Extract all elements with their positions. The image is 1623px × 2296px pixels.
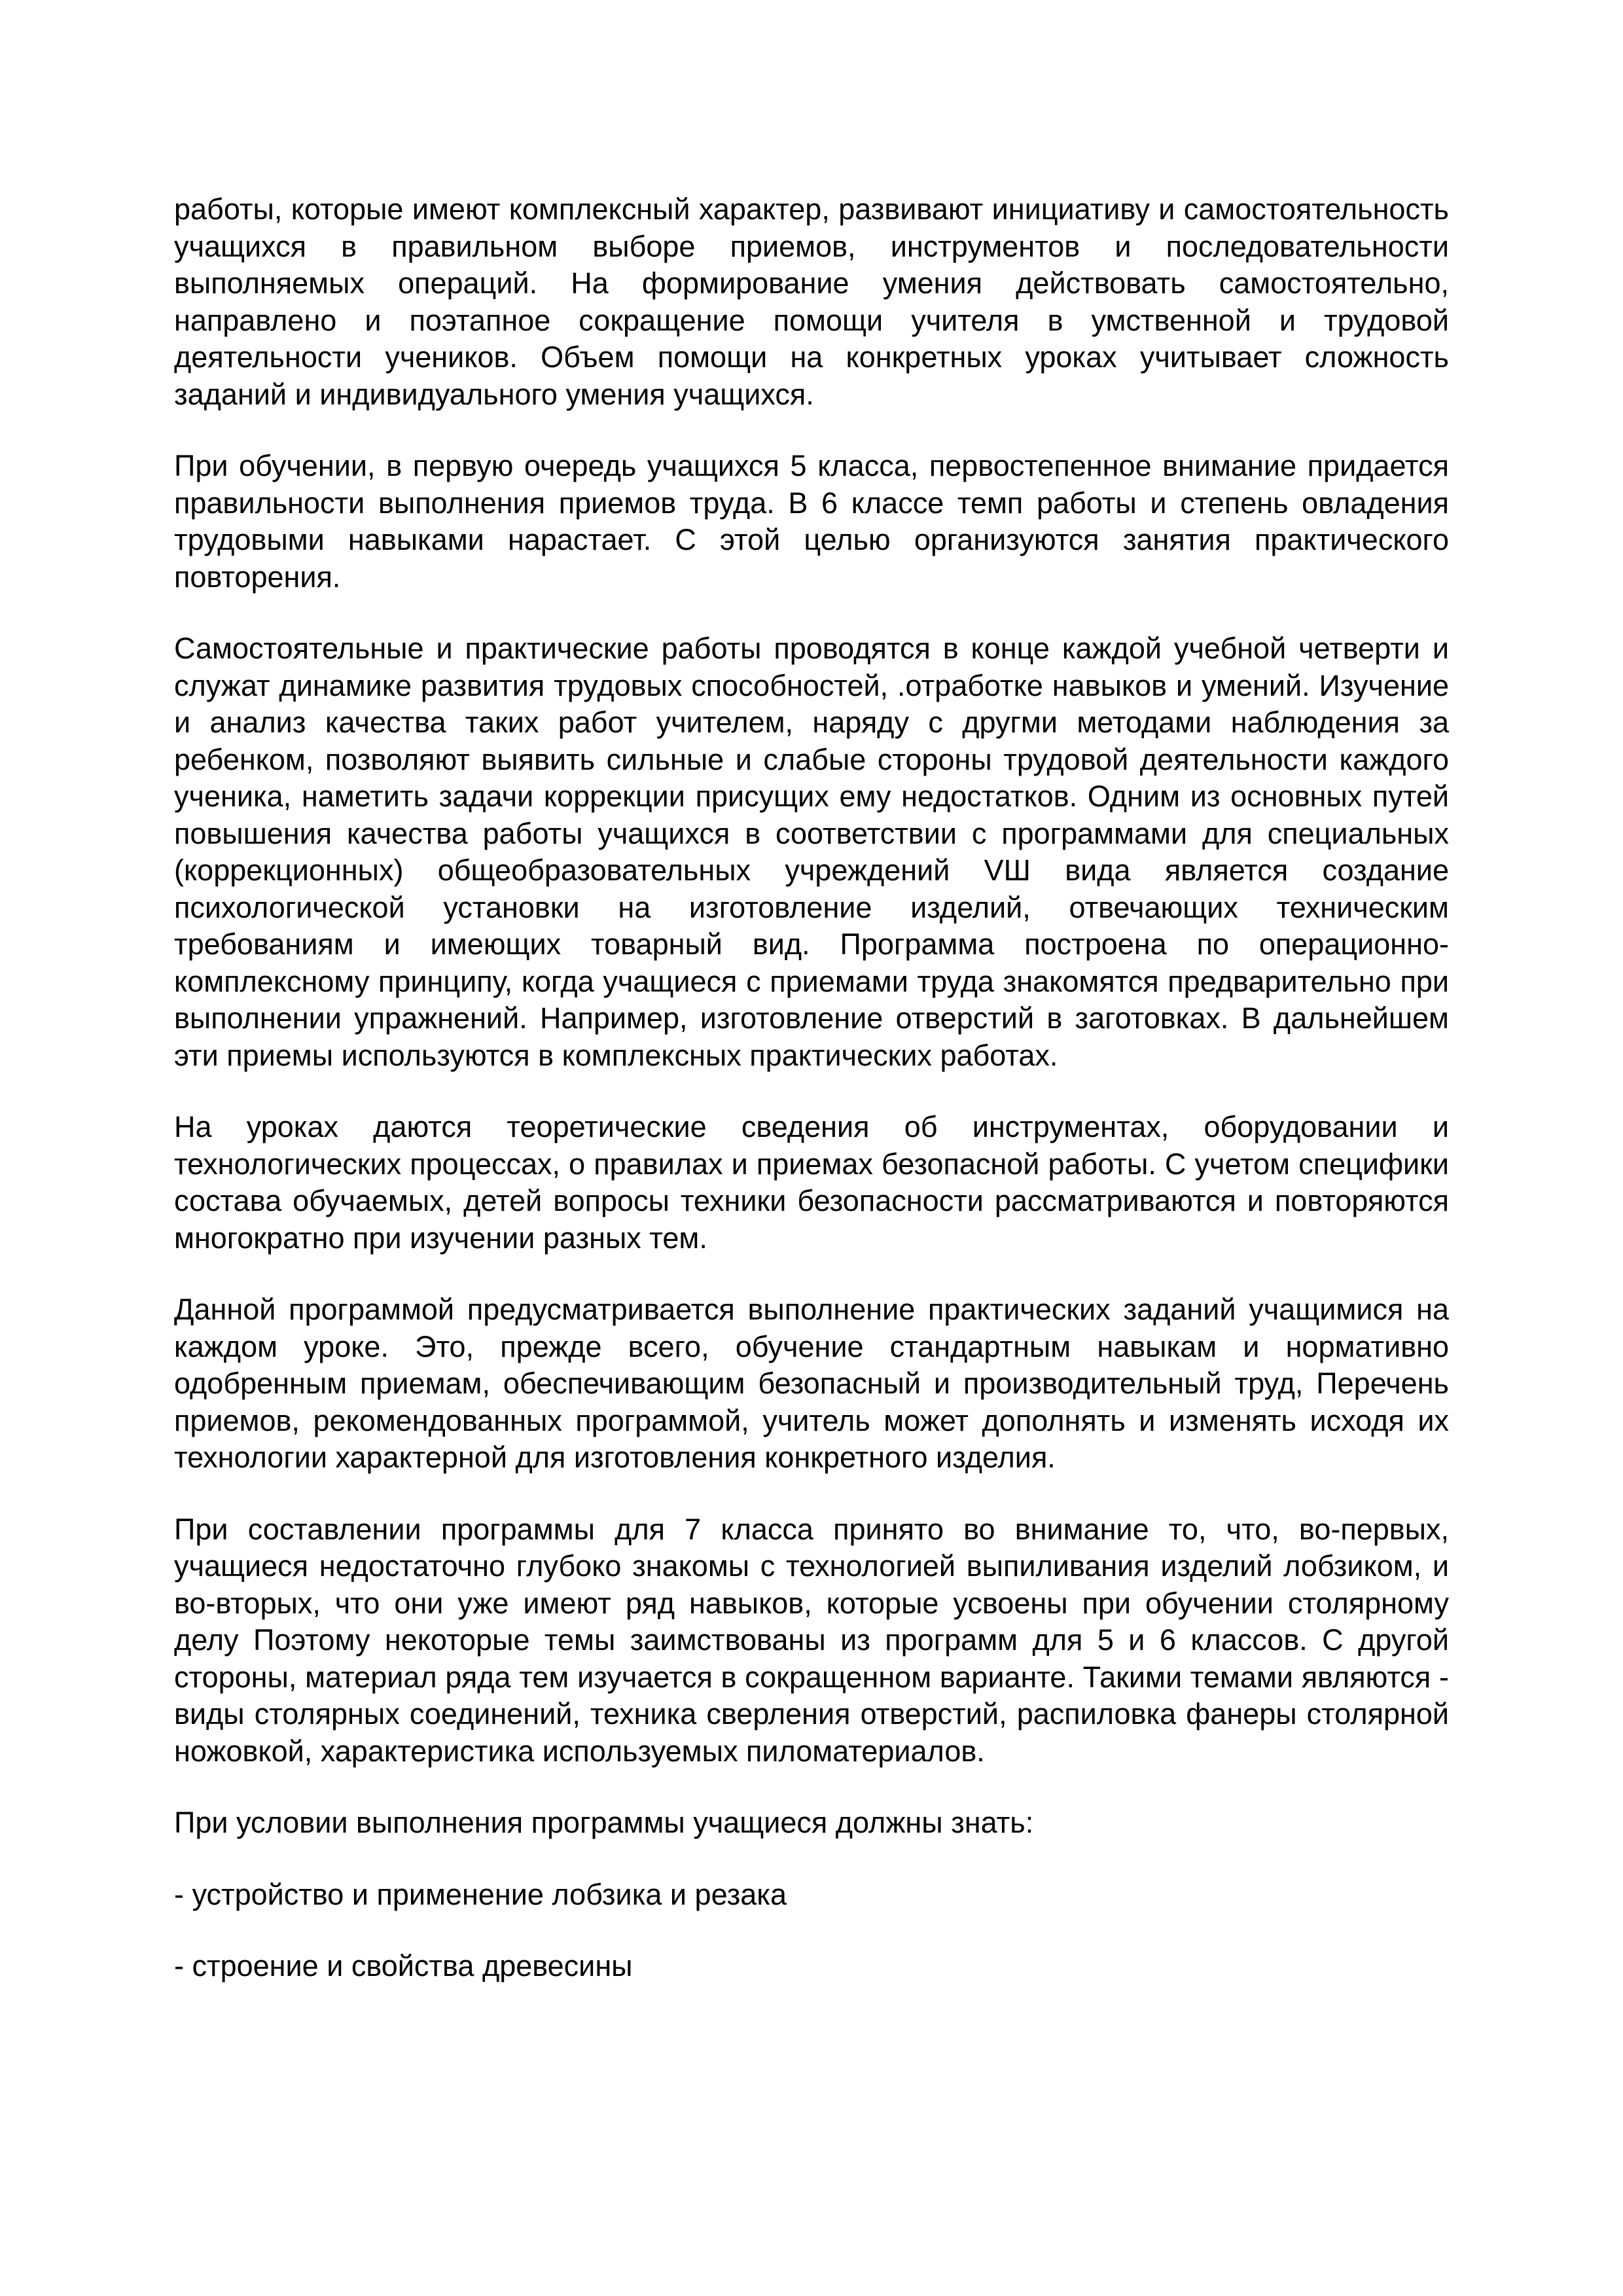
list-item-2: - строение и свойства древесины — [174, 1949, 633, 1982]
list-item-1: - устройство и применение лобзика и резака — [174, 1877, 787, 1911]
paragraph-4: На уроках даются теоретические сведения об инструментах, оборудовании и технологических процессах, о правилах и приемах безопасной работы. С учетом специфики состава обучаемых, детей вопросы техники безопасности рассматриваются и повторяются многократно при изучении разных тем. — [174, 1110, 1449, 1255]
paragraph-7: При условии выполнения программы учащиеся должны знать: — [174, 1806, 1034, 1839]
paragraph-3: Самостоятельные и практические работы проводятся в конце каждой учебной четверти и служат динамике развития трудовых способностей, .отработке навыков и умений. Изучение и анализ качества таких работ учителем, наряду с другми методами наблюдения за ребенком, позволяют выявить сильные и слабые стороны трудовой деятельности каждого ученика, наметить задачи коррекции присущих ему недостатков. Одним из основных путей повышения качества работы учащихся в соответствии с программами для специальных (коррекционных) общеобразовательных учреждений VШ вида является создание психологической установки на изготовление изделий, отвечающих техническим требованиям и имеющих товарный вид. Программа построена по операционно-комплексному принципу, когда учащиеся с приемами труда знакомятся предварительно при выполнении упражнений. Например, изготовление отверстий в заготовках. В дальнейшем эти приемы используются в комплексных практических работах. — [174, 632, 1449, 1072]
paragraph-1: работы, которые имеют комплексный характер, развивают инициативу и самостоятельность учащихся в правильном выборе приемов, инструментов и последовательности выполняемых операций. На формирование умения действовать самостоятельно, направлено и поэтапное сокращение помощи учителя в умственной и трудовой деятельности учеников. Объем помощи на конкретных уроках учитывает сложность заданий и индивидуального умения учащихся. — [174, 192, 1449, 411]
paragraph-5: Данной программой предусматривается выполнение практических заданий учащимися на каждом уроке. Это, прежде всего, обучение стандартным навыкам и нормативно одобренным приемам, обеспечивающим безопасный и производительный труд, Перечень приемов, рекомендованных программой, учитель может дополнять и изменять исходя их технологии характерной для изготовления конкретного изделия. — [174, 1293, 1449, 1474]
paragraph-2: При обучении, в первую очередь учащихся 5 класса, первостепенное внимание придается правильности выполнения приемов труда. В 6 классе темп работы и степень овладения трудовыми навыками нарастает. С этой целью организуются занятия практического повторения. — [174, 449, 1449, 594]
document-page — [174, 191, 1449, 2020]
paragraph-6: При составлении программы для 7 класса принято во внимание то, что, во-первых, учащиеся недостаточно глубоко знакомы с технологией выпиливания изделий лобзиком, и во-вторых, что они уже имеют ряд навыков, которые усвоены при обучении столярному делу Поэтому некоторые темы заимствованы из программ для 5 и 6 классов. С другой стороны, материал ряда тем изучается в сокращенном варианте. Такими темами являются - виды столярных соединений, техника сверления отверстий, распиловка фанеры столярной ножовкой, характеристика используемых пиломатериалов. — [174, 1512, 1449, 1768]
